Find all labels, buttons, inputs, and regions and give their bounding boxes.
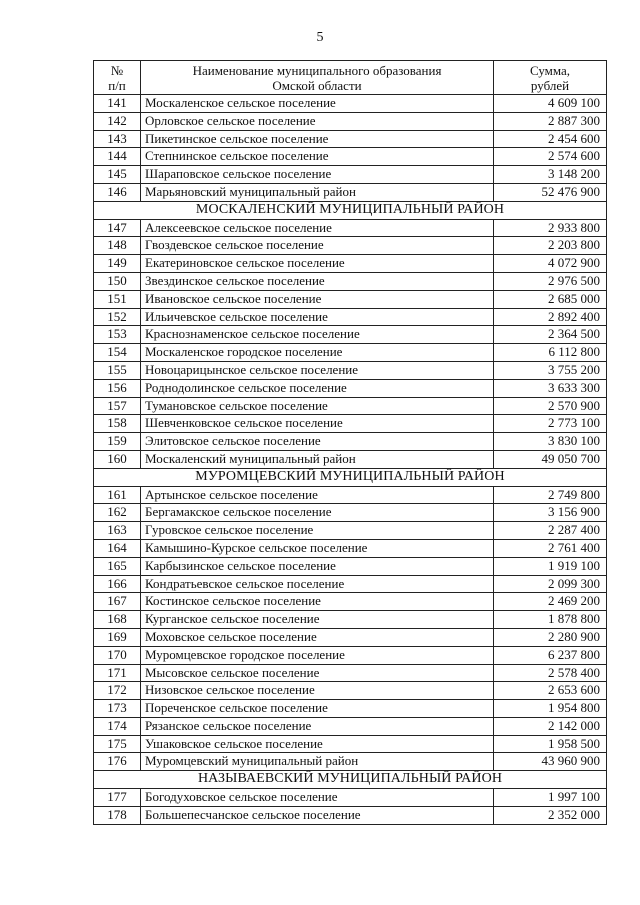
row-sum: 3 830 100 <box>494 433 607 451</box>
row-number: 153 <box>94 326 141 344</box>
row-name: Ильичевское сельское поселение <box>141 308 494 326</box>
row-sum: 2 099 300 <box>494 575 607 593</box>
header-sum-line2: рублей <box>530 77 570 93</box>
row-name: Пикетинское сельское поселение <box>141 130 494 148</box>
table-row <box>94 326 607 344</box>
row-number: 161 <box>94 486 141 504</box>
row-number: 142 <box>94 112 141 130</box>
table-row <box>94 397 607 415</box>
table-row <box>94 415 607 433</box>
row-name: Шевченковское сельское поселение <box>141 415 494 433</box>
row-sum: 2 749 800 <box>494 486 607 504</box>
row-number: 151 <box>94 290 141 308</box>
row-sum: 2 892 400 <box>494 308 607 326</box>
row-sum: 2 364 500 <box>494 326 607 344</box>
row-sum: 2 773 100 <box>494 415 607 433</box>
row-number: 146 <box>94 183 141 201</box>
row-sum: 4 609 100 <box>494 95 607 113</box>
row-number: 155 <box>94 361 141 379</box>
row-number: 173 <box>94 700 141 718</box>
header-name-line1: Наименование муниципального образования <box>192 62 442 78</box>
table-row <box>94 717 607 735</box>
table-row <box>94 504 607 522</box>
row-name: Артынское сельское поселение <box>141 486 494 504</box>
row-name: Краснознаменское сельское поселение <box>141 326 494 344</box>
table-row <box>94 753 607 771</box>
row-name: Ушаковское сельское поселение <box>141 735 494 753</box>
header-number-line2: п/п <box>108 77 126 93</box>
row-name: Кондратьевское сельское поселение <box>141 575 494 593</box>
row-sum: 6 112 800 <box>494 344 607 362</box>
table-header-row <box>94 61 607 95</box>
table-row <box>94 237 607 255</box>
row-sum: 1 878 800 <box>494 611 607 629</box>
row-name: Низовское сельское поселение <box>141 682 494 700</box>
row-name: Большепесчанское сельское поселение <box>141 806 494 824</box>
row-number: 172 <box>94 682 141 700</box>
header-name <box>141 61 494 95</box>
row-name: Екатериновское сельское поселение <box>141 255 494 273</box>
section-header-row <box>94 201 607 219</box>
row-sum: 2 142 000 <box>494 717 607 735</box>
row-name: Гвоздевское сельское поселение <box>141 237 494 255</box>
table-row <box>94 95 607 113</box>
table-row <box>94 664 607 682</box>
row-name: Ивановское сельское поселение <box>141 290 494 308</box>
row-name: Москаленское городское поселение <box>141 344 494 362</box>
row-name: Москаленское сельское поселение <box>141 95 494 113</box>
header-name-line2: Омской области <box>272 77 362 93</box>
table-row <box>94 112 607 130</box>
row-sum: 4 072 900 <box>494 255 607 273</box>
row-number: 170 <box>94 646 141 664</box>
row-number: 150 <box>94 272 141 290</box>
row-number: 149 <box>94 255 141 273</box>
row-number: 163 <box>94 522 141 540</box>
row-sum: 6 237 800 <box>494 646 607 664</box>
row-name: Бергамакское сельское поселение <box>141 504 494 522</box>
row-number: 175 <box>94 735 141 753</box>
section-title: МУРОМЦЕВСКИЙ МУНИЦИПАЛЬНЫЙ РАЙОН <box>94 468 607 486</box>
table-row <box>94 539 607 557</box>
row-sum: 2 887 300 <box>494 112 607 130</box>
row-sum: 43 960 900 <box>494 753 607 771</box>
row-number: 171 <box>94 664 141 682</box>
row-sum: 2 976 500 <box>494 272 607 290</box>
row-number: 167 <box>94 593 141 611</box>
row-sum: 3 148 200 <box>494 166 607 184</box>
row-number: 158 <box>94 415 141 433</box>
row-sum: 52 476 900 <box>494 183 607 201</box>
row-name: Моховское сельское поселение <box>141 628 494 646</box>
row-number: 177 <box>94 789 141 807</box>
budget-table <box>93 60 607 825</box>
section-header-row <box>94 468 607 486</box>
row-number: 165 <box>94 557 141 575</box>
row-number: 176 <box>94 753 141 771</box>
row-number: 157 <box>94 397 141 415</box>
row-number: 152 <box>94 308 141 326</box>
section-title: МОСКАЛЕНСКИЙ МУНИЦИПАЛЬНЫЙ РАЙОН <box>94 201 607 219</box>
row-number: 169 <box>94 628 141 646</box>
row-number: 168 <box>94 611 141 629</box>
row-name: Муромцевское городское поселение <box>141 646 494 664</box>
row-number: 145 <box>94 166 141 184</box>
table-row <box>94 219 607 237</box>
row-name: Звездинское сельское поселение <box>141 272 494 290</box>
row-name: Орловское сельское поселение <box>141 112 494 130</box>
table-row <box>94 575 607 593</box>
row-name: Камышино-Курское сельское поселение <box>141 539 494 557</box>
row-name: Шараповское сельское поселение <box>141 166 494 184</box>
row-name: Тумановское сельское поселение <box>141 397 494 415</box>
row-sum: 1 919 100 <box>494 557 607 575</box>
page-number: 5 <box>316 30 324 45</box>
table-row <box>94 379 607 397</box>
table-row <box>94 486 607 504</box>
table-row <box>94 646 607 664</box>
table-row <box>94 130 607 148</box>
table-row <box>94 361 607 379</box>
row-number: 144 <box>94 148 141 166</box>
row-number: 162 <box>94 504 141 522</box>
table-row <box>94 557 607 575</box>
row-number: 156 <box>94 379 141 397</box>
row-sum: 2 578 400 <box>494 664 607 682</box>
row-name: Рязанское сельское поселение <box>141 717 494 735</box>
row-name: Алексеевское сельское поселение <box>141 219 494 237</box>
row-number: 148 <box>94 237 141 255</box>
table-row <box>94 611 607 629</box>
table-row <box>94 290 607 308</box>
row-sum: 2 287 400 <box>494 522 607 540</box>
row-number: 159 <box>94 433 141 451</box>
table-row <box>94 344 607 362</box>
header-sum-line1: Сумма, <box>529 62 571 78</box>
row-name: Новоцарицынское сельское поселение <box>141 361 494 379</box>
table-row <box>94 789 607 807</box>
row-sum: 2 570 900 <box>494 397 607 415</box>
table-row <box>94 166 607 184</box>
table-row <box>94 433 607 451</box>
row-sum: 1 958 500 <box>494 735 607 753</box>
row-number: 178 <box>94 806 141 824</box>
row-name: Курганское сельское поселение <box>141 611 494 629</box>
table-row <box>94 272 607 290</box>
row-sum: 2 574 600 <box>494 148 607 166</box>
section-title: НАЗЫВАЕВСКИЙ МУНИЦИПАЛЬНЫЙ РАЙОН <box>94 771 607 789</box>
row-sum: 2 933 800 <box>494 219 607 237</box>
table-row <box>94 700 607 718</box>
row-sum: 2 454 600 <box>494 130 607 148</box>
header-number-line1: № <box>110 62 124 78</box>
row-name: Элитовское сельское поселение <box>141 433 494 451</box>
row-sum: 2 653 600 <box>494 682 607 700</box>
row-name: Пореченское сельское поселение <box>141 700 494 718</box>
row-sum: 1 997 100 <box>494 789 607 807</box>
row-name: Гуровское сельское поселение <box>141 522 494 540</box>
row-name: Карбызинское сельское поселение <box>141 557 494 575</box>
header-number <box>94 61 141 95</box>
row-name: Степнинское сельское поселение <box>141 148 494 166</box>
table-row <box>94 255 607 273</box>
row-number: 154 <box>94 344 141 362</box>
section-header-row <box>94 771 607 789</box>
row-sum: 1 954 800 <box>494 700 607 718</box>
table-row <box>94 450 607 468</box>
row-name: Марьяновский муниципальный район <box>141 183 494 201</box>
row-name: Богодуховское сельское поселение <box>141 789 494 807</box>
row-name: Костинское сельское поселение <box>141 593 494 611</box>
row-number: 160 <box>94 450 141 468</box>
row-number: 147 <box>94 219 141 237</box>
row-name: Мысовское сельское поселение <box>141 664 494 682</box>
table-row <box>94 183 607 201</box>
row-sum: 2 685 000 <box>494 290 607 308</box>
table-row <box>94 628 607 646</box>
row-sum: 2 203 800 <box>494 237 607 255</box>
row-sum: 49 050 700 <box>494 450 607 468</box>
row-sum: 3 156 900 <box>494 504 607 522</box>
header-sum <box>494 61 607 95</box>
row-sum: 2 761 400 <box>494 539 607 557</box>
table-row <box>94 522 607 540</box>
row-number: 166 <box>94 575 141 593</box>
table-body <box>94 95 607 825</box>
table-row <box>94 308 607 326</box>
row-name: Роднодолинское сельское поселение <box>141 379 494 397</box>
row-sum: 2 280 900 <box>494 628 607 646</box>
row-name: Муромцевский муниципальный район <box>141 753 494 771</box>
row-sum: 3 633 300 <box>494 379 607 397</box>
table-row <box>94 735 607 753</box>
table-row <box>94 682 607 700</box>
row-number: 141 <box>94 95 141 113</box>
table-row <box>94 148 607 166</box>
row-number: 174 <box>94 717 141 735</box>
row-sum: 2 469 200 <box>494 593 607 611</box>
row-sum: 3 755 200 <box>494 361 607 379</box>
row-sum: 2 352 000 <box>494 806 607 824</box>
table-row <box>94 593 607 611</box>
table-row <box>94 806 607 824</box>
row-number: 143 <box>94 130 141 148</box>
row-number: 164 <box>94 539 141 557</box>
row-name: Москаленский муниципальный район <box>141 450 494 468</box>
